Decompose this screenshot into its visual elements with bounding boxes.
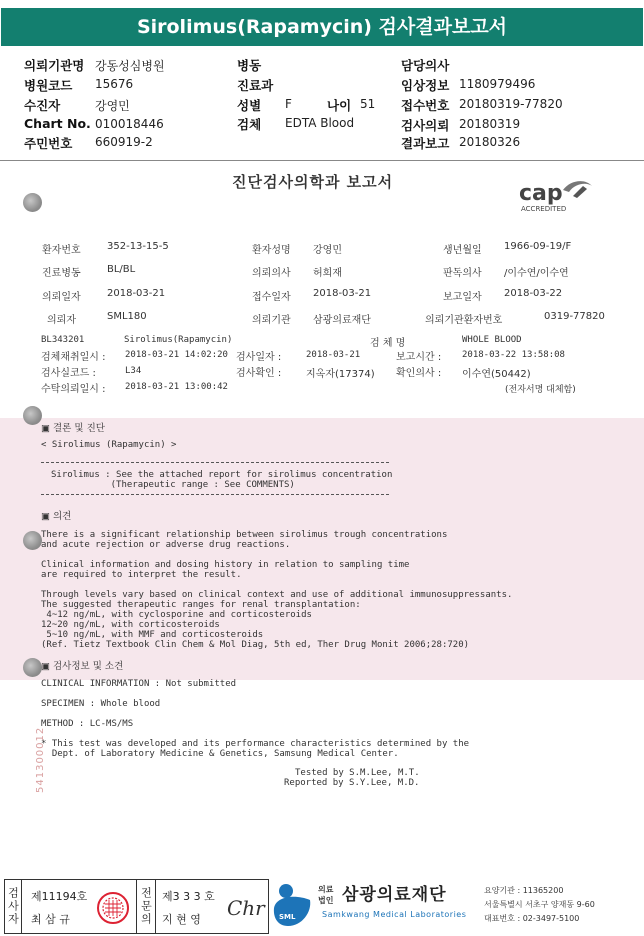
doctor-license: 제3 3 3 호 <box>162 890 215 903</box>
label-specimen: 검체 <box>237 117 262 132</box>
seal-stamp-icon <box>95 890 131 926</box>
specimen-value: WHOLE BLOOD <box>462 335 522 345</box>
value-lab-code: L34 <box>125 366 142 376</box>
label-collect-time: 검체채취일시 : <box>41 352 106 363</box>
label-confirm-doctor: 확인의사 : <box>396 368 442 379</box>
divider <box>41 494 389 495</box>
org-address: 서울특별시 서초구 양재동 9-60 <box>484 900 595 909</box>
value-collect-time: 2018-03-21 14:02:20 <box>125 350 228 360</box>
value-request-time: 2018-03-21 13:00:42 <box>125 382 228 392</box>
org-phone: 대표번호 : 02-3497-5100 <box>484 914 580 923</box>
result-line: Sirolimus : See the attached report for sirolimus concentration <box>51 470 393 480</box>
info-line: Dept. of Laboratory Medicine & Genetics, Samsung Medical Center. <box>41 749 399 759</box>
label-requester: 의뢰자 <box>47 315 76 326</box>
value-ordering-doctor: 허희재 <box>313 268 342 279</box>
examiner-label-text: 검사자 <box>6 887 20 926</box>
org-prefix-bottom: 법인 <box>318 896 334 905</box>
label-doctor: 담당의사 <box>401 58 450 73</box>
divider <box>41 462 389 463</box>
value-report-date: 2018-03-22 <box>504 288 563 299</box>
comment-line: are required to interpret the result. <box>41 570 242 580</box>
label-org-patient-no: 의뢰기관환자번호 <box>425 315 503 326</box>
label-resident-no: 주민번호 <box>24 136 73 151</box>
label-patient: 수진자 <box>24 98 61 113</box>
section-test-info: ▣ 검사정보 및 소견 <box>41 661 124 672</box>
value-ward: BL/BL <box>107 264 136 275</box>
report-title: Sirolimus(Rapamycin) 검사결과보고서 <box>1 8 643 46</box>
comment-line: The suggested therapeutic ranges for renal transplantation: <box>41 600 361 610</box>
info-line <box>41 729 469 739</box>
label-test-date: 검사일자 : <box>236 352 282 363</box>
label-receipt-date: 접수일자 <box>252 292 291 303</box>
label-verified-by: 검사확인 : <box>236 368 282 379</box>
value-verified-by: 지옥자(17374) <box>306 369 375 380</box>
comment-text <box>41 530 512 650</box>
value-receipt-date: 2018-03-21 <box>313 288 372 299</box>
label-reading-doctor: 판독의사 <box>443 268 482 279</box>
cap-brand: cap <box>519 181 563 206</box>
comment-line: 5~10 ng/mL, with MMF and corticosteroids <box>41 630 264 640</box>
value-resident-no: 660919-2 <box>95 135 153 149</box>
specimen-label: 검 체 명 <box>370 338 406 349</box>
value-order-date: 2018-03-21 <box>107 288 166 299</box>
doctor-label-text: 전문의 <box>139 887 153 926</box>
value-age: 51 <box>360 97 376 111</box>
comment-line: Through levels vary based on clinical context and use of additional immunosuppressants. <box>41 590 513 600</box>
comment-line <box>41 550 512 560</box>
value-chart-no: 010018446 <box>95 117 164 131</box>
value-org-patient-no: 0319-77820 <box>544 311 605 322</box>
info-line: CLINICAL INFORMATION : Not submitted <box>41 679 237 689</box>
info-line <box>41 709 469 719</box>
value-report-time: 2018-03-22 13:58:08 <box>462 350 565 360</box>
label-request-time: 수탁의뢰일시 : <box>41 384 106 395</box>
comment-line: and acute rejection or adverse drug reactions. <box>41 540 291 550</box>
value-specimen: EDTA Blood <box>285 116 355 130</box>
punch-hole-icon <box>23 406 42 425</box>
comment-line: 4~12 ng/mL, with cyclosporine and corticosteroids <box>41 610 312 620</box>
comment-line: 12~20 ng/mL, with corticosteroids <box>41 620 220 630</box>
doctor-name: 지 현 영 <box>162 913 201 926</box>
label-hospital-code: 병원코드 <box>24 78 73 93</box>
label-ward: 진료병동 <box>42 268 81 279</box>
label-patient-no: 환자번호 <box>42 245 81 256</box>
org-english-name: Samkwang Medical Laboratories <box>322 910 467 919</box>
label-report-time: 보고시간 : <box>396 352 442 363</box>
org-name: 삼광의료재단 <box>342 885 447 905</box>
label-patient-name: 환자성명 <box>252 245 291 256</box>
value-patient-no: 352-13-15-5 <box>107 241 169 252</box>
examiner-license: 제11194호 <box>31 890 88 903</box>
punch-hole-icon <box>23 531 42 550</box>
value-request-date: 20180319 <box>459 117 521 131</box>
value-accession-no: 20180319-77820 <box>459 97 563 111</box>
label-report-date: 보고일자 <box>443 292 482 303</box>
comment-line: There is a significant relationship between sirolimus trough concentrations <box>41 530 448 540</box>
value-sex: F <box>285 97 292 111</box>
value-clinical-info: 1180979496 <box>459 77 536 91</box>
examiner-name: 최 삼 규 <box>31 913 70 926</box>
label-order-date: 의뢰일자 <box>42 292 81 303</box>
label-lab-code: 검사실코드 : <box>41 368 96 379</box>
side-id-number: 541300012 <box>35 726 46 793</box>
label-age: 나이 <box>327 98 352 113</box>
comment-line <box>41 580 512 590</box>
sml-logo-icon <box>272 882 316 930</box>
label-accession-no: 접수번호 <box>401 98 450 113</box>
result-line: (Therapeutic range : See COMMENTS) <box>51 480 295 490</box>
label-requesting-org: 의뢰기관 <box>252 315 291 326</box>
section-result: ▣ 결론 및 진단 <box>41 423 105 434</box>
value-report-date: 20180326 <box>459 135 521 149</box>
label-department: 진료과 <box>237 78 274 93</box>
label-clinical-info: 임상정보 <box>401 78 450 93</box>
section-comment: ▣ 의견 <box>41 511 72 522</box>
value-requesting-org: 삼광의료재단 <box>313 315 371 326</box>
scan-report-title: 진단검사의학과 보고서 <box>232 173 394 191</box>
info-line <box>41 689 469 699</box>
examiner-label <box>5 880 22 933</box>
value-referring-org: 강동성심병원 <box>95 59 165 73</box>
esign-note: (전자서명 대체함) <box>505 385 576 395</box>
signature-box <box>4 879 269 934</box>
value-patient: 강영민 <box>95 99 130 113</box>
info-line: SPECIMEN : Whole blood <box>41 699 161 709</box>
label-birth-date: 생년월일 <box>443 245 482 256</box>
label-request-date: 검사의뢰 <box>401 118 450 133</box>
label-ordering-doctor: 의뢰의사 <box>252 268 291 279</box>
cap-accredited-logo <box>515 178 597 218</box>
value-test-date: 2018-03-21 <box>306 350 361 360</box>
value-birth-date: 1966-09-19/F <box>504 241 572 252</box>
value-patient-name: 강영민 <box>313 245 342 256</box>
label-ward: 병동 <box>237 58 262 73</box>
value-requester: SML180 <box>107 311 147 322</box>
org-code: 요양기관 : 11365200 <box>484 886 564 895</box>
result-header: < Sirolimus (Rapamycin) > <box>41 440 177 450</box>
sml-text: SML <box>279 913 296 921</box>
test-code: BL343201 <box>41 335 85 345</box>
test-name: Sirolimus(Rapamycin) <box>124 335 233 345</box>
label-report-date: 결과보고 <box>401 136 450 151</box>
label-referring-org: 의뢰기관명 <box>24 58 85 73</box>
doctor-label <box>136 880 156 933</box>
punch-hole-icon <box>23 658 42 677</box>
value-confirm-doctor: 이수연(50442) <box>462 369 531 380</box>
info-line: * This test was developed and its performance characteristics determined by the <box>41 739 470 749</box>
test-info-text <box>41 679 469 759</box>
tested-by: Tested by S.M.Lee, M.T. <box>295 768 420 778</box>
divider <box>0 160 644 161</box>
org-prefix-top: 의료 <box>318 885 334 894</box>
cap-subtitle: ACCREDITED <box>521 205 567 213</box>
doctor-signature: Chr <box>227 896 265 920</box>
punch-hole-icon <box>23 193 42 212</box>
comment-line: Clinical information and dosing history in relation to sampling time <box>41 560 410 570</box>
value-hospital-code: 15676 <box>95 77 134 91</box>
info-line: METHOD : LC-MS/MS <box>41 719 134 729</box>
reported-by: Reported by S.Y.Lee, M.D. <box>284 778 420 788</box>
comment-line: (Ref. Tietz Textbook Clin Chem & Mol Diag, 5th ed, Ther Drug Monit 2006;28:720) <box>41 640 470 650</box>
value-reading-doctor: /이수연/이수연 <box>504 268 569 279</box>
label-sex: 성별 <box>237 98 262 113</box>
label-chart-no: Chart No. <box>24 116 91 131</box>
